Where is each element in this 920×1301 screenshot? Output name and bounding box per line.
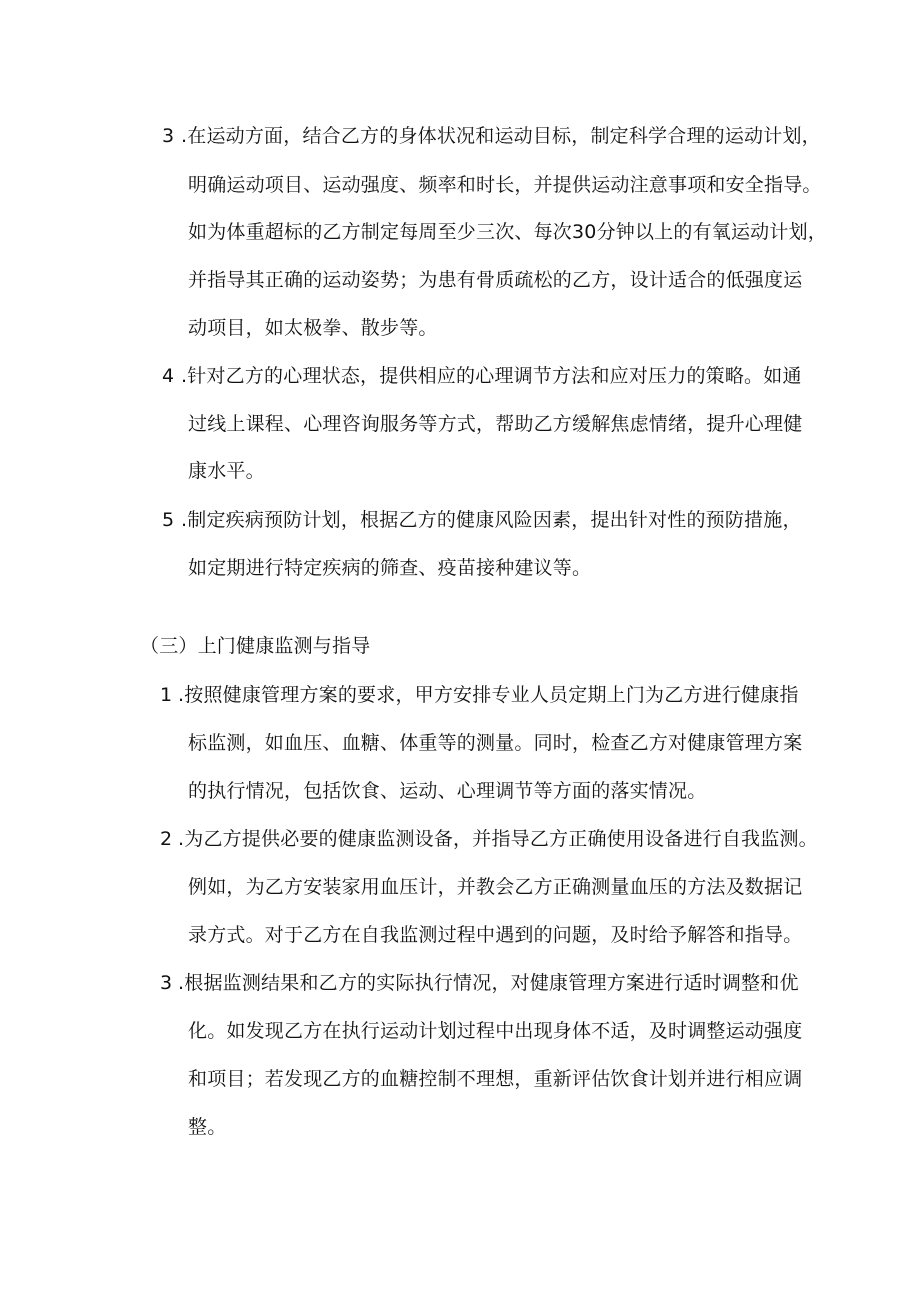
paragraph-line: 整。 [188,1116,227,1138]
paragraph-line: .针对乙方的心理状态，提供相应的心理调节方法和应对压力的策略。如通 [181,365,802,387]
item-number: 1 [160,684,173,706]
paragraph-line: 例如，为乙方安装家用血压计，并教会乙方正确测量血压的方法及数据记 [188,876,803,898]
paragraph-line: .在运动方面，结合乙方的身体状况和运动目标，制定科学合理的运动计划， [181,125,821,147]
paragraph-line: .根据监测结果和乙方的实际执行情况，对健康管理方案进行适时调整和优 [178,972,799,994]
paragraph-line: 康水平。 [188,460,265,482]
item-number: 5 [162,509,175,531]
paragraph-line: 明确运动项目、运动强度、频率和时长，并提供运动注意事项和安全指导。 [188,174,822,196]
paragraph-line: 如定期进行特定疾病的筛查、疫苗接种建议等。 [188,557,592,579]
item-number: 3 [162,125,175,147]
section-heading: （三）上门健康监测与指导 [140,635,371,657]
paragraph-line: .为乙方提供必要的健康监测设备，并指导乙方正确使用设备进行自我监测。 [178,828,818,850]
paragraph-line: 录方式。对于乙方在自我监测过程中遇到的问题，及时给予解答和指导。 [188,924,803,946]
paragraph-line: 并指导其正确的运动姿势；为患有骨质疏松的乙方，设计适合的低强度运 [188,269,803,291]
item-number: 2 [160,828,173,850]
paragraph-line: 标监测，如血压、血糖、体重等的测量。同时，检查乙方对健康管理方案 [188,732,803,754]
paragraph-line: 动项目，如太极拳、散步等。 [188,317,438,339]
paragraph-line: .制定疾病预防计划，根据乙方的健康风险因素，提出针对性的预防措施， [181,509,802,531]
item-number: 3 [160,972,173,994]
paragraph-line: .按照健康管理方案的要求，甲方安排专业人员定期上门为乙方进行健康指 [178,684,799,706]
item-number: 4 [162,365,175,387]
paragraph-line: 过线上课程、心理咨询服务等方式，帮助乙方缓解焦虑情绪，提升心理健 [188,413,803,435]
paragraph-line: 和项目；若发现乙方的血糖控制不理想，重新评估饮食计划并进行相应调 [188,1068,803,1090]
paragraph-line: 化。如发现乙方在执行运动计划过程中出现身体不适，及时调整运动强度 [188,1020,803,1042]
paragraph-line: 的执行情况，包括饮食、运动、心理调节等方面的落实情况。 [188,780,707,802]
paragraph-line: 如为体重超标的乙方制定每周至少三次、每次30分钟以上的有氧运动计划， [188,221,827,243]
